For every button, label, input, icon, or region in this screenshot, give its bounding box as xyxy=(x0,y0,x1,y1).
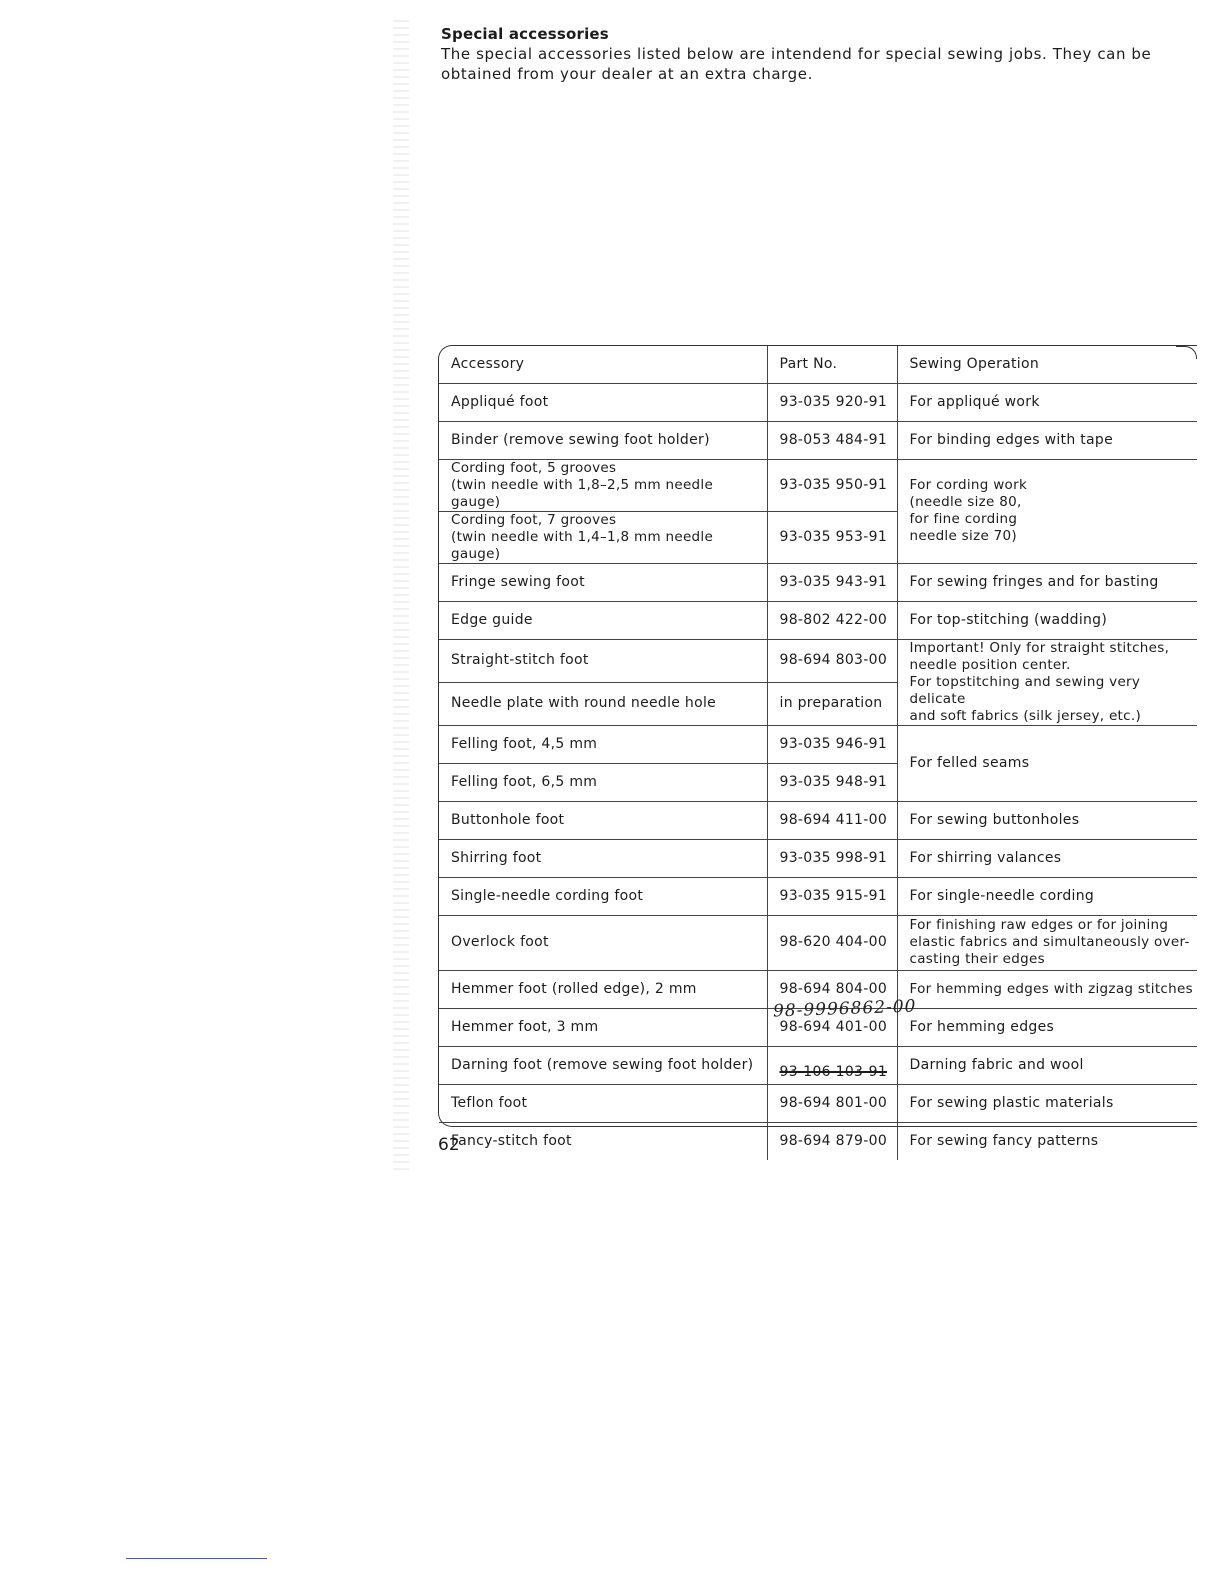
part-number-cell: 98-694 801-00 xyxy=(767,1084,897,1122)
part-number-cell: 98-694 879-00 xyxy=(767,1122,897,1160)
table-row xyxy=(439,639,1197,682)
accessory-cell: Single-needle cording foot xyxy=(439,877,767,915)
operation-cell: For sewing plastic materials xyxy=(897,1084,1197,1122)
table-row xyxy=(439,915,1197,970)
operation-cell: For sewing buttonholes xyxy=(897,801,1197,839)
accessory-cell: Edge guide xyxy=(439,601,767,639)
table-row xyxy=(439,801,1197,839)
accessory-cell: Darning foot (remove sewing foot holder) xyxy=(439,1046,767,1084)
table-row xyxy=(439,421,1197,459)
accessory-cell: Fringe sewing foot xyxy=(439,563,767,601)
operation-cell: For hemming edges xyxy=(897,1008,1197,1046)
accessory-cell: Cording foot, 7 grooves (twin needle with 1,4–1,8 mm needle gauge) xyxy=(439,511,767,563)
table-row xyxy=(439,877,1197,915)
part-number-cell: 98-694 411-00 xyxy=(767,801,897,839)
operation-cell: For cording work (needle size 80, for fine cording needle size 70) xyxy=(897,459,1197,563)
table-row xyxy=(439,459,1197,511)
accessory-cell: Straight-stitch foot xyxy=(439,639,767,682)
header-accessory: Accessory xyxy=(439,346,767,383)
accessory-cell: Fancy-stitch foot xyxy=(451,1132,572,1149)
table-row xyxy=(439,1122,1197,1160)
section-heading: Special accessories xyxy=(441,25,609,43)
part-number-cell: 98-802 422-00 xyxy=(767,601,897,639)
table-row xyxy=(439,725,1197,763)
part-number-cell: 93-035 998-91 xyxy=(767,839,897,877)
part-number-cell: 93-106 103-91 xyxy=(767,1046,897,1084)
binding-edge xyxy=(393,20,409,1170)
operation-cell: For top-stitching (wadding) xyxy=(897,601,1197,639)
operation-cell: For shirring valances xyxy=(897,839,1197,877)
accessory-cell: Cording foot, 5 grooves (twin needle with 1,8–2,5 mm needle gauge) xyxy=(439,459,767,511)
header-part-no: Part No. xyxy=(767,346,897,383)
table-header-row xyxy=(439,346,1197,383)
accessory-cell: Needle plate with round needle hole xyxy=(439,682,767,725)
part-number-cell: 98-053 484-91 xyxy=(767,421,897,459)
operation-cell: Darning fabric and wool xyxy=(897,1046,1197,1084)
accessory-cell: Overlock foot xyxy=(439,915,767,970)
accessory-cell: Binder (remove sewing foot holder) xyxy=(439,421,767,459)
part-number-cell: 93-035 920-91 xyxy=(767,383,897,421)
operation-cell: For appliqué work xyxy=(897,383,1197,421)
operation-cell: For sewing fancy patterns xyxy=(897,1122,1197,1160)
table-row xyxy=(439,839,1197,877)
part-number-cell: 98-694 803-00 xyxy=(767,639,897,682)
accessory-cell: Appliqué foot xyxy=(439,383,767,421)
operation-cell: For binding edges with tape xyxy=(897,421,1197,459)
handwritten-part-correction: 98-9996862-00 xyxy=(772,996,917,1022)
accessory-cell: Hemmer foot, 3 mm xyxy=(439,1008,767,1046)
part-number-cell: 98-620 404-00 xyxy=(767,915,897,970)
operation-cell: Important! Only for straight stitches, needle position center. For topstitching and sewing very delicate and soft fabrics (silk jersey, etc.) xyxy=(897,639,1197,725)
part-number-cell: 93-035 946-91 xyxy=(767,725,897,763)
part-number-cell: 93-035 950-91 xyxy=(767,459,897,511)
footer-link-underline xyxy=(126,1558,267,1559)
operation-cell: For finishing raw edges or for joining elastic fabrics and simultaneously over- casting their edges xyxy=(897,915,1197,970)
part-number-cell: 93-035 953-91 xyxy=(767,511,897,563)
table-row xyxy=(439,601,1197,639)
part-number-cell: 98-694 401-00 xyxy=(767,1008,897,1046)
accessory-cell: Shirring foot xyxy=(439,839,767,877)
part-number-cell: 93-035 948-91 xyxy=(767,763,897,801)
operation-cell: For hemming edges with zigzag stitches xyxy=(897,970,1197,1008)
table-row xyxy=(439,1046,1197,1084)
page-number: 62 xyxy=(438,1135,460,1155)
operation-cell: For single-needle cording xyxy=(897,877,1197,915)
part-number-cell: 93-035 915-91 xyxy=(767,877,897,915)
part-number-cell: 98-694 804-00 xyxy=(767,970,897,1008)
operation-cell: For felled seams xyxy=(897,725,1197,801)
accessory-cell: Felling foot, 4,5 mm xyxy=(439,725,767,763)
accessory-cell: Teflon foot xyxy=(439,1084,767,1122)
accessories-table xyxy=(439,346,1197,1160)
accessory-cell: Felling foot, 6,5 mm xyxy=(439,763,767,801)
table-row xyxy=(439,1084,1197,1122)
table-row xyxy=(439,563,1197,601)
part-number-cell: in preparation xyxy=(767,682,897,725)
part-number-cell: 93-035 943-91 xyxy=(767,563,897,601)
header-sewing-operation: Sewing Operation xyxy=(897,346,1197,383)
accessory-cell: Buttonhole foot xyxy=(439,801,767,839)
accessory-cell: Hemmer foot (rolled edge), 2 mm xyxy=(439,970,767,1008)
table-row xyxy=(439,383,1197,421)
operation-cell: For sewing fringes and for basting xyxy=(897,563,1197,601)
intro-paragraph: The special accessories listed below are intendend for special sewing jobs. They can be obtained from your dealer at an extra charge. xyxy=(441,45,1152,83)
